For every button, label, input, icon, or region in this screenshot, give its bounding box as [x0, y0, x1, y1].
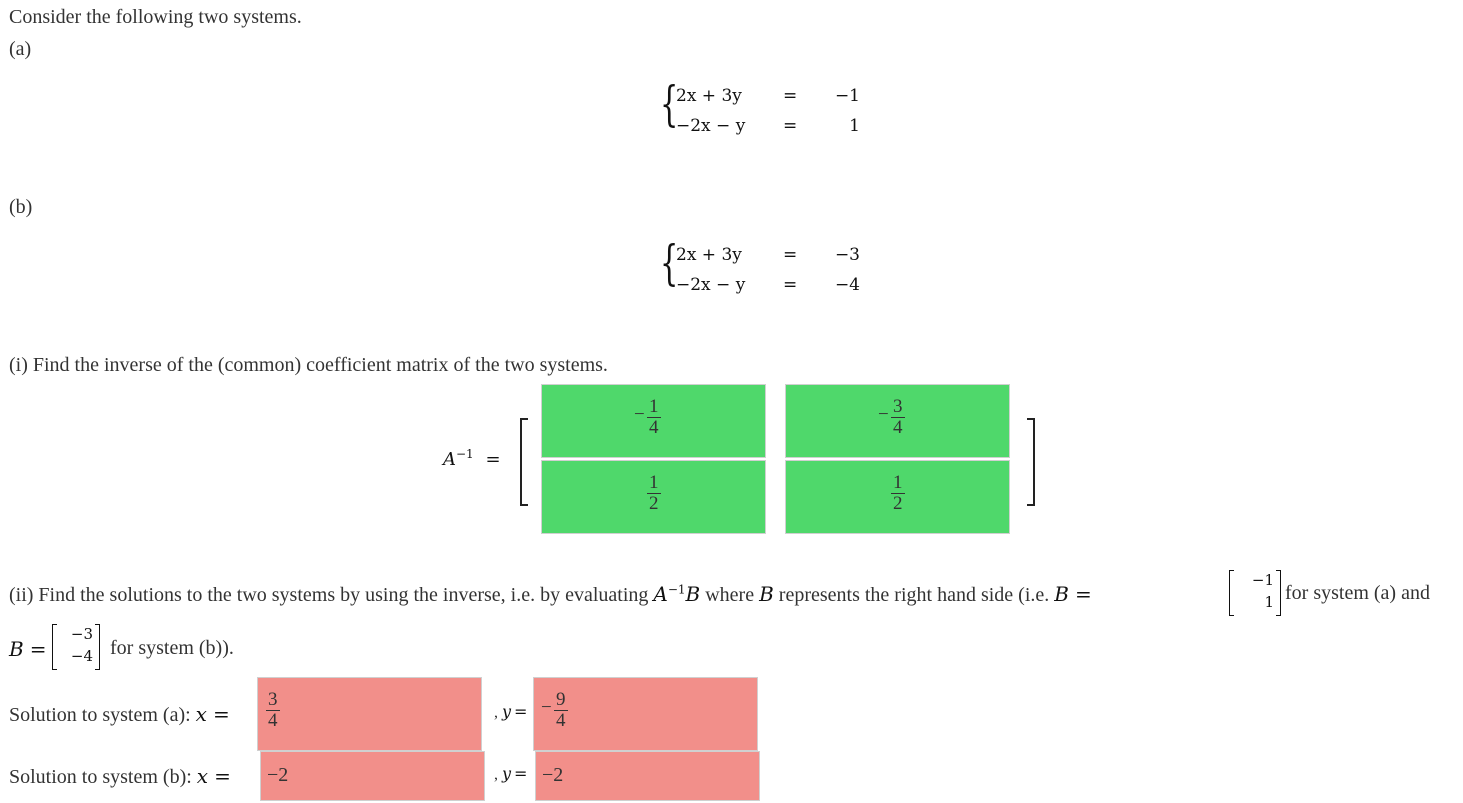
- inverse-superscript: −1: [456, 447, 474, 461]
- question-ii-line-2: [9, 637, 52, 662]
- matrix-right-bracket: [1027, 418, 1035, 506]
- numerator: 9: [556, 689, 566, 710]
- system-b-row-2: [676, 275, 866, 303]
- solution-value: −2: [542, 764, 564, 786]
- column-vector-a: [1229, 570, 1281, 614]
- denominator: 4: [268, 710, 278, 731]
- equation-rhs: −3: [834, 245, 860, 265]
- matrix-symbol: B: [9, 637, 24, 661]
- comma: ,: [494, 704, 502, 721]
- solution-b-label: [9, 764, 231, 789]
- equals-sign: =: [514, 764, 528, 783]
- solution-b-x-input[interactable]: [260, 751, 485, 801]
- matrix-cell-2-2[interactable]: [785, 460, 1010, 534]
- equals-sign: =: [485, 449, 501, 470]
- system-b: [660, 235, 860, 301]
- equals-sign: =: [783, 245, 798, 265]
- fraction: [266, 690, 280, 731]
- brace-icon: {: [660, 235, 679, 291]
- comma: ,: [494, 766, 502, 783]
- matrix-cell-1-1[interactable]: [541, 384, 766, 458]
- denominator: 2: [649, 493, 659, 514]
- solution-label-text: Solution to system (a):: [9, 704, 196, 726]
- inverse-label: [443, 447, 501, 470]
- equation-lhs: 2x + 3y: [676, 245, 742, 265]
- denominator: 4: [556, 710, 566, 731]
- equals-sign: =: [214, 764, 231, 788]
- vector-right-bracket: [1276, 570, 1281, 616]
- matrix-left-bracket: [520, 418, 528, 506]
- equals-sign: =: [1074, 582, 1092, 606]
- question-ii-text-end: for system (a) and: [1285, 582, 1430, 604]
- question-ii-text: (ii) Find the solutions to the two systems by using the inverse, i.e. by evaluating: [9, 584, 654, 606]
- matrix-cell-2-1[interactable]: [541, 460, 766, 534]
- fraction: [891, 473, 905, 514]
- part-a-label: (a): [9, 38, 32, 60]
- column-vector-b: [52, 624, 100, 668]
- denominator: 4: [893, 417, 903, 438]
- question-i: (i) Find the inverse of the (common) coefficient matrix of the two systems.: [9, 354, 608, 376]
- variable-x: x: [196, 764, 209, 788]
- system-b-row-1: [676, 245, 866, 273]
- equals-sign: =: [29, 637, 47, 661]
- matrix-symbol: A: [653, 582, 668, 606]
- brace-icon: {: [660, 76, 679, 132]
- numerator: 3: [268, 689, 278, 710]
- solution-a-y-label: [494, 702, 527, 722]
- fraction: [554, 690, 568, 731]
- vector-entry: −3: [70, 625, 93, 643]
- equation-rhs: −4: [834, 275, 860, 295]
- vector-entry: 1: [1264, 593, 1274, 611]
- equals-sign: =: [783, 275, 798, 295]
- system-a: [660, 76, 860, 142]
- solution-b-y-input[interactable]: [535, 751, 760, 801]
- system-a-row-2: [676, 116, 866, 144]
- equals-sign: =: [783, 86, 798, 106]
- equals-sign: =: [212, 702, 230, 726]
- vector-entry: −4: [70, 647, 93, 665]
- solution-b-y-label: [494, 764, 527, 784]
- vector-left-bracket: [1229, 570, 1234, 616]
- equals-sign: =: [514, 702, 528, 721]
- numerator: 1: [649, 396, 659, 417]
- minus-sign: −: [541, 697, 552, 718]
- equation-rhs: −1: [834, 86, 860, 106]
- matrix-symbol: B: [759, 582, 774, 606]
- numerator: 3: [893, 396, 903, 417]
- numerator: 1: [649, 472, 659, 493]
- variable-y: y: [502, 702, 512, 721]
- vector-right-bracket: [95, 624, 100, 670]
- question-ii-text-end: for system (b)).: [110, 637, 234, 659]
- solution-a-y-input[interactable]: [533, 677, 758, 751]
- inverse-superscript: −1: [667, 582, 686, 597]
- question-ii-text: represents the right hand side (i.e.: [773, 584, 1055, 606]
- equation-lhs: 2x + 3y: [676, 86, 742, 106]
- equation-lhs: −2x − y: [676, 275, 746, 295]
- solution-a-label: [9, 702, 230, 727]
- equals-sign: =: [783, 116, 798, 136]
- variable-x: x: [195, 702, 207, 726]
- solution-a-x-input[interactable]: [257, 677, 482, 751]
- denominator: 4: [649, 417, 659, 438]
- matrix-symbol: B: [1054, 582, 1069, 606]
- fraction: [647, 473, 661, 514]
- equation-rhs: 1: [849, 116, 860, 136]
- vector-left-bracket: [52, 624, 57, 670]
- variable-y: y: [502, 764, 512, 783]
- vector-entry: −1: [1251, 571, 1274, 589]
- question-ii-line-1: [9, 582, 1098, 607]
- minus-sign: −: [878, 404, 889, 425]
- solution-value: −2: [267, 764, 289, 786]
- fraction: [647, 397, 661, 438]
- part-b-label: (b): [9, 196, 33, 218]
- question-ii-text: where: [700, 584, 760, 606]
- matrix-symbol: A: [443, 449, 456, 470]
- matrix-cell-1-2[interactable]: [785, 384, 1010, 458]
- denominator: 2: [893, 493, 903, 514]
- system-a-row-1: [676, 86, 866, 114]
- numerator: 1: [893, 472, 903, 493]
- intro-text: Consider the following two systems.: [9, 6, 302, 28]
- equation-lhs: −2x − y: [676, 116, 746, 136]
- matrix-symbol: B: [685, 582, 701, 606]
- fraction: [891, 397, 905, 438]
- solution-label-text: Solution to system (b):: [9, 766, 197, 788]
- minus-sign: −: [634, 404, 645, 425]
